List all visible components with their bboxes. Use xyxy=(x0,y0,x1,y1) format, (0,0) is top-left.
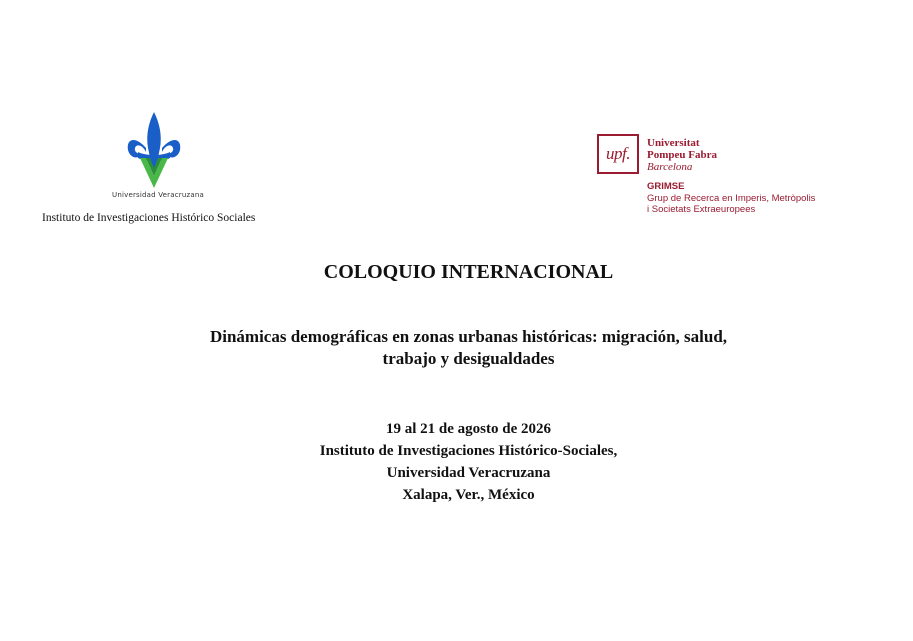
upf-university-name xyxy=(647,137,717,173)
page-title: COLOQUIO INTERNACIONAL xyxy=(323,261,614,283)
subtitle-line1: Dinámicas demográficas en zonas urbanas históricas: migración, salud, xyxy=(209,327,728,346)
event-institute: Instituto de Investigaciones Histórico-Sociales, xyxy=(319,443,618,459)
university-logo-caption: Universidad Veracruzana xyxy=(112,191,204,199)
universidad-veracruzana-logo-icon xyxy=(118,108,190,192)
upf-logo-icon xyxy=(597,134,639,174)
left-institute-name: Instituto de Investigaciones Histórico Sociales xyxy=(42,212,256,224)
event-university: Universidad Veracruzana xyxy=(386,465,551,481)
subtitle-line2: trabajo y desigualdades xyxy=(382,349,555,368)
upf-logo-text: upf. xyxy=(606,144,630,163)
grimse-line2: i Societats Extraeuropees xyxy=(647,204,756,215)
event-date: 19 al 21 de agosto de 2026 xyxy=(386,421,551,437)
upf-name-line1: Universitat xyxy=(647,137,700,149)
colloquium-subtitle xyxy=(100,326,837,370)
event-details xyxy=(100,418,837,506)
upf-name-line3: Barcelona xyxy=(647,161,693,173)
event-location: Xalapa, Ver., México xyxy=(402,487,535,503)
grimse-line1: Grup de Recerca en Imperis, Metròpolis xyxy=(647,192,816,204)
grimse-acronym: GRIMSE xyxy=(647,181,685,192)
upf-name-line2: Pompeu Fabra xyxy=(647,149,717,161)
grimse-group-name xyxy=(647,181,815,216)
